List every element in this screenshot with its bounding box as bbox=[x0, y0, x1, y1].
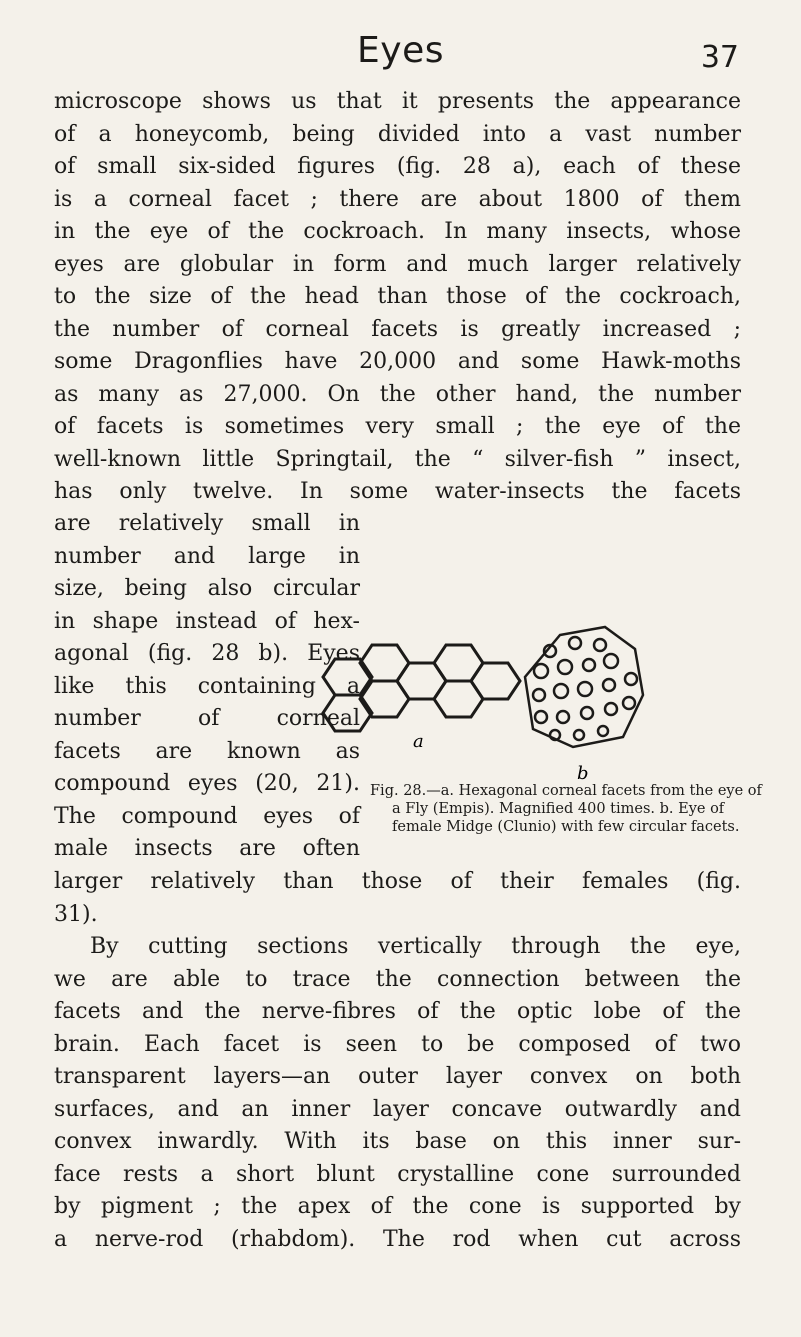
text-line: agonal (fig. 28 b). Eyes bbox=[54, 641, 360, 666]
text-line: number of corneal bbox=[54, 706, 360, 731]
text-line: size, being also circular bbox=[54, 576, 360, 601]
text-line: By cutting sections vertically through the eye, bbox=[90, 934, 741, 959]
hexagon-facet bbox=[471, 663, 520, 699]
text-line: The compound eyes of bbox=[54, 803, 360, 829]
text-line: by pigment ; the apex of the cone is supported by bbox=[54, 1194, 741, 1219]
text-line: to the size of the head than those of the cockroach, bbox=[54, 284, 741, 309]
paragraph-1-tail bbox=[54, 866, 741, 931]
text-line: facets and the nerve-fibres of the optic lobe of the bbox=[54, 999, 741, 1024]
text-line: like this containing a bbox=[54, 673, 360, 699]
hexagonal-facets-drawing bbox=[323, 645, 520, 731]
figure-caption: Fig. 28.—a. Hexagonal corneal facets from the eye of a Fly (Empis). Magnified 400 times. b. Eye of female Midge (Clunio) with few circular facets. bbox=[370, 783, 762, 835]
text-line: male insects are often bbox=[54, 836, 360, 861]
text-line: in shape instead of hex- bbox=[54, 608, 360, 634]
text-line: we are able to trace the connection between the bbox=[54, 966, 741, 992]
paragraph-2 bbox=[54, 931, 741, 1256]
text-line: eyes are globular in form and much larger relatively bbox=[54, 251, 741, 277]
text-line: transparent layers—an outer layer convex on both bbox=[54, 1064, 741, 1089]
page-title: Eyes bbox=[357, 30, 444, 71]
text-line: well-known little Springtail, the “ silver-fish ” insect, bbox=[54, 446, 741, 472]
text-line: microscope shows us that it presents the appearance bbox=[54, 89, 741, 114]
text-line: in the eye of the cockroach. In many insects, whose bbox=[54, 219, 741, 244]
text-line: face rests a short blunt crystalline cone surrounded bbox=[54, 1161, 741, 1187]
text-line: of facets is sometimes very small ; the eye of the bbox=[54, 414, 741, 439]
text-line: brain. Each facet is seen to be composed of two bbox=[54, 1031, 741, 1057]
text-line: is a corneal facet ; there are about 1800 of them bbox=[54, 186, 741, 212]
text-line: larger relatively than those of their females (fig. bbox=[54, 869, 741, 894]
text-line: facets are known as bbox=[54, 738, 360, 764]
hexagon-facet bbox=[323, 695, 372, 731]
text-line: compound eyes (20, 21). bbox=[54, 771, 360, 796]
page-number: 37 bbox=[700, 40, 739, 75]
text-line: the number of corneal facets is greatly increased ; bbox=[54, 316, 741, 342]
text-line: of a honeycomb, being divided into a vast number bbox=[54, 121, 741, 147]
figure-label-b: b bbox=[577, 763, 589, 784]
figure-28-illustration bbox=[305, 617, 650, 787]
text-line: some Dragonflies have 20,000 and some Hawk-moths bbox=[54, 349, 741, 374]
text-line: 31). bbox=[54, 901, 98, 927]
text-line: are relatively small in bbox=[54, 511, 360, 536]
figure-label-a: a bbox=[413, 731, 424, 752]
text-line: a nerve-rod (rhabdom). The rod when cut across bbox=[54, 1226, 741, 1252]
circular-facets-drawing bbox=[525, 627, 643, 747]
text-line: convex inwardly. With its base on this inner sur- bbox=[54, 1129, 741, 1154]
text-line: as many as 27,000. On the other hand, the number bbox=[54, 381, 741, 407]
text-line: has only twelve. In some water-insects the facets bbox=[54, 479, 741, 504]
figure-28 bbox=[305, 617, 650, 791]
text-line: surfaces, and an inner layer concave outwardly and bbox=[54, 1096, 741, 1122]
text-line: of small six-sided figures (fig. 28 a), each of these bbox=[54, 154, 741, 179]
paragraph-1-full bbox=[54, 86, 741, 509]
text-line: number and large in bbox=[54, 543, 360, 569]
